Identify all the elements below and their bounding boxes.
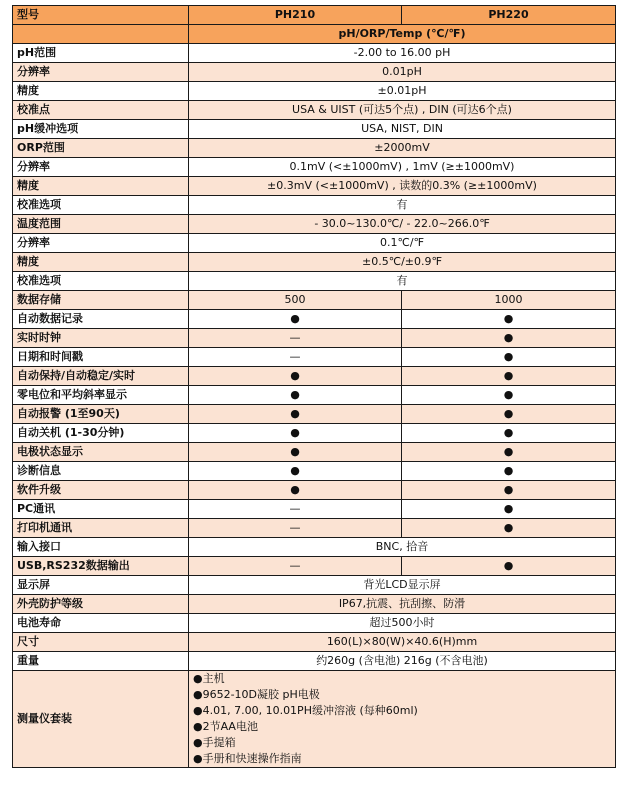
- model-a-value: —: [189, 329, 402, 348]
- model-b-value: ●: [402, 557, 616, 576]
- table-row: [13, 595, 616, 614]
- table-row: [13, 63, 616, 82]
- row-label: 打印机通讯: [13, 519, 189, 538]
- row-label: 校准选项: [13, 196, 189, 215]
- model-a-value: ●: [189, 386, 402, 405]
- table-row: [13, 329, 616, 348]
- model-b-value: ●: [402, 443, 616, 462]
- row-label: 自动保持/自动稳定/实时: [13, 367, 189, 386]
- kit-item: ●手册和快速操作指南: [193, 752, 302, 765]
- table-row: [13, 367, 616, 386]
- table-row: [13, 44, 616, 63]
- table-row: [13, 158, 616, 177]
- model-a-value: 500: [189, 291, 402, 310]
- model-b-value: ●: [402, 500, 616, 519]
- row-label: 校准选项: [13, 272, 189, 291]
- table-row: [13, 82, 616, 101]
- table-row: [13, 386, 616, 405]
- table-row: [13, 462, 616, 481]
- model-a-value: ●: [189, 367, 402, 386]
- table-row: [13, 253, 616, 272]
- row-value: 有: [189, 272, 616, 291]
- model-b-value: ●: [402, 519, 616, 538]
- kit-list: [189, 671, 616, 768]
- model-b-value: ●: [402, 329, 616, 348]
- row-label: 精度: [13, 82, 189, 101]
- row-label: 日期和时间戳: [13, 348, 189, 367]
- kit-item: ●手提箱: [193, 736, 236, 749]
- table-row: [13, 443, 616, 462]
- table-row: [13, 348, 616, 367]
- row-label: PC通讯: [13, 500, 189, 519]
- model-a-header: PH210: [189, 6, 402, 25]
- row-label: 输入接口: [13, 538, 189, 557]
- row-label: 显示屏: [13, 576, 189, 595]
- row-label: pH缓冲选项: [13, 120, 189, 139]
- row-label: 分辨率: [13, 234, 189, 253]
- spec-table: [12, 5, 616, 768]
- table-row: [13, 196, 616, 215]
- row-value: 160(L)×80(W)×40.6(H)mm: [189, 633, 616, 652]
- header-label: 型号: [13, 6, 189, 25]
- row-value: - 30.0~130.0℃/ - 22.0~266.0℉: [189, 215, 616, 234]
- row-value: 超过500小时: [189, 614, 616, 633]
- row-label: USB,RS232数据输出: [13, 557, 189, 576]
- model-b-value: ●: [402, 348, 616, 367]
- model-a-value: —: [189, 348, 402, 367]
- table-row: [13, 538, 616, 557]
- subheader-blank: [13, 25, 189, 44]
- row-label: 电池寿命: [13, 614, 189, 633]
- row-value: USA, NIST, DIN: [189, 120, 616, 139]
- row-value: 0.1mV (<±1000mV) , 1mV (≥±1000mV): [189, 158, 616, 177]
- model-b-header: PH220: [402, 6, 616, 25]
- model-a-value: ●: [189, 462, 402, 481]
- model-b-value: 1000: [402, 291, 616, 310]
- row-label: 自动关机 (1-30分钟): [13, 424, 189, 443]
- kit-item: ●4.01, 7.00, 10.01PH缓冲溶液 (每种60ml): [193, 704, 418, 717]
- header-row: [13, 6, 616, 25]
- row-label: 外壳防护等级: [13, 595, 189, 614]
- row-value: ±0.3mV (<±1000mV) , 读数的0.3% (≥±1000mV): [189, 177, 616, 196]
- subheader-row: [13, 25, 616, 44]
- kit-item: ●主机: [193, 672, 225, 685]
- row-label: 精度: [13, 177, 189, 196]
- model-b-value: ●: [402, 405, 616, 424]
- row-value: ±0.5℃/±0.9℉: [189, 253, 616, 272]
- row-value: 背光LCD显示屏: [189, 576, 616, 595]
- model-a-value: ●: [189, 443, 402, 462]
- row-value: IP67,抗震、抗刮擦、防滑: [189, 595, 616, 614]
- table-row: [13, 405, 616, 424]
- row-label: 精度: [13, 253, 189, 272]
- table-row: [13, 177, 616, 196]
- table-row: [13, 633, 616, 652]
- row-value: USA & UIST (可达5个点) , DIN (可达6个点): [189, 101, 616, 120]
- model-b-value: ●: [402, 310, 616, 329]
- row-label: ORP范围: [13, 139, 189, 158]
- table-row: [13, 424, 616, 443]
- model-b-value: ●: [402, 367, 616, 386]
- table-row: [13, 291, 616, 310]
- row-label: 尺寸: [13, 633, 189, 652]
- row-label: 自动数据记录: [13, 310, 189, 329]
- row-value: 0.01pH: [189, 63, 616, 82]
- model-a-value: —: [189, 519, 402, 538]
- row-value: ±0.01pH: [189, 82, 616, 101]
- table-row: [13, 101, 616, 120]
- table-row: [13, 576, 616, 595]
- table-row: [13, 652, 616, 671]
- row-value: 有: [189, 196, 616, 215]
- table-row: [13, 310, 616, 329]
- model-b-value: ●: [402, 424, 616, 443]
- model-b-value: ●: [402, 481, 616, 500]
- row-label: 数据存储: [13, 291, 189, 310]
- model-a-value: ●: [189, 405, 402, 424]
- table-row: [13, 481, 616, 500]
- model-a-value: —: [189, 557, 402, 576]
- model-a-value: ●: [189, 481, 402, 500]
- row-label: 分辨率: [13, 63, 189, 82]
- row-label: 校准点: [13, 101, 189, 120]
- table-row: [13, 234, 616, 253]
- table-row: [13, 215, 616, 234]
- row-label: 重量: [13, 652, 189, 671]
- table-row: [13, 500, 616, 519]
- model-b-value: ●: [402, 462, 616, 481]
- kit-item: ●2节AA电池: [193, 720, 258, 733]
- row-label: 自动报警 (1至90天): [13, 405, 189, 424]
- row-label: 实时时钟: [13, 329, 189, 348]
- kit-row: [13, 671, 616, 768]
- row-value: 0.1℃/℉: [189, 234, 616, 253]
- table-row: [13, 272, 616, 291]
- row-label: 零电位和平均斜率显示: [13, 386, 189, 405]
- model-a-value: ●: [189, 424, 402, 443]
- row-label: 电极状态显示: [13, 443, 189, 462]
- row-label: 软件升级: [13, 481, 189, 500]
- row-value: -2.00 to 16.00 pH: [189, 44, 616, 63]
- model-a-value: ●: [189, 310, 402, 329]
- table-row: [13, 557, 616, 576]
- table-row: [13, 519, 616, 538]
- row-label: 诊断信息: [13, 462, 189, 481]
- model-a-value: —: [189, 500, 402, 519]
- row-value: BNC, 拾音: [189, 538, 616, 557]
- table-row: [13, 139, 616, 158]
- table-row: [13, 120, 616, 139]
- row-value: ±2000mV: [189, 139, 616, 158]
- row-label: 分辨率: [13, 158, 189, 177]
- row-value: 约260g (含电池) 216g (不含电池): [189, 652, 616, 671]
- subheader-value: pH/ORP/Temp (℃/℉): [189, 25, 616, 44]
- row-label: 温度范围: [13, 215, 189, 234]
- row-label: pH范围: [13, 44, 189, 63]
- table-row: [13, 614, 616, 633]
- kit-item: ●9652-10D凝胶 pH电极: [193, 688, 320, 701]
- model-b-value: ●: [402, 386, 616, 405]
- kit-label: 测量仪套装: [13, 671, 189, 768]
